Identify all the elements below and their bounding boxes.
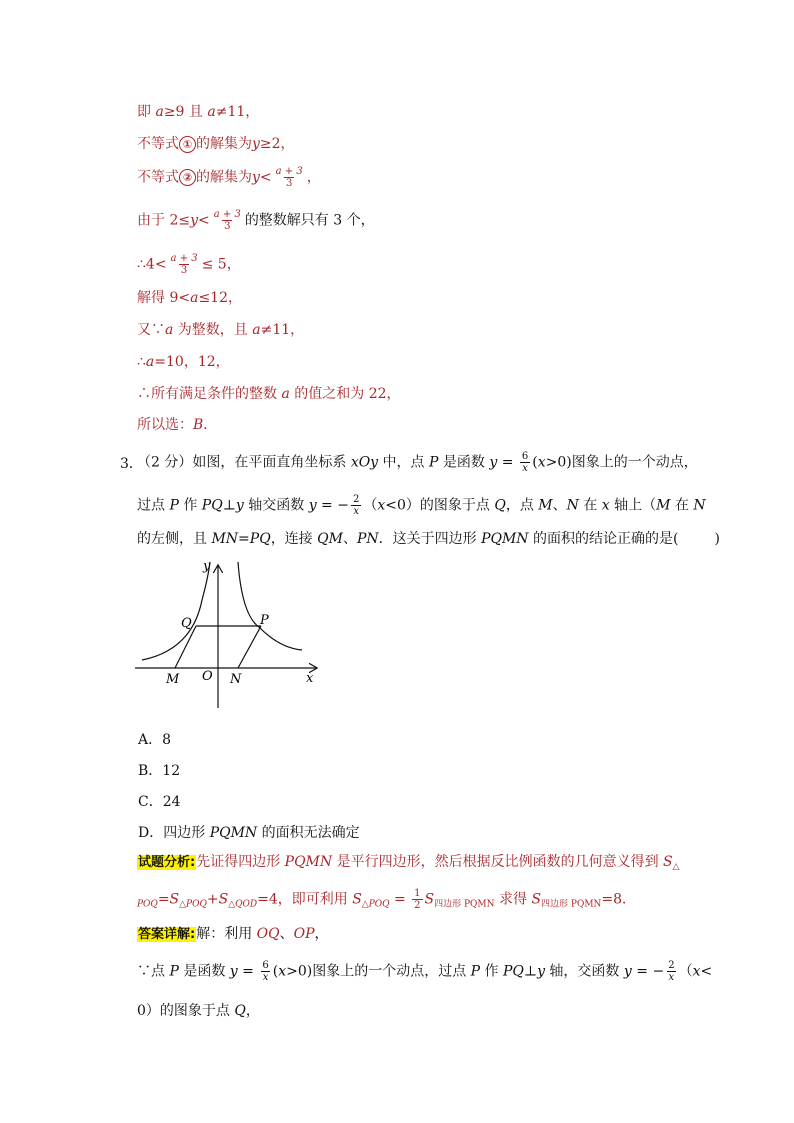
fraction: $\frac{2}{x}$	[668, 960, 675, 983]
solution-line-5: ∴4< $\frac{a + 3}{3}$ ≤ 5，	[137, 253, 241, 276]
analysis-line-1: 试题分析:先证得四边形 PQMN 是平行四边形，然后根据反比例函数的几何意义得到 $S_\triangle$	[138, 854, 680, 872]
segment-qm	[175, 626, 196, 668]
answer-line-2: ∵点 P 是函数 y = $\frac{6}{x}$ (x>0)图象上的一个动点，过点 P 作 PQ⊥y 轴，交函数 y = − $\frac{2}{x}$ （x<	[137, 960, 713, 983]
fraction: $\frac{a + 3}{3}$	[170, 253, 198, 276]
curve-left-branch	[142, 562, 210, 660]
fraction: $\frac{a + 3}{3}$	[213, 209, 241, 232]
fraction: $\frac{6}{x}$	[262, 960, 269, 983]
answer-line-3: 0）的图象于点 Q，	[137, 1003, 260, 1019]
coordinate-figure	[130, 556, 330, 716]
segment-pn	[238, 626, 261, 668]
solution-line-2: 不等式 ① 的解集为y≥2，	[137, 136, 295, 152]
question-line-1: （2 分）如图，在平面直角坐标系 xOy 中，点 P 是函数 y = $\frac{6}{x}$ (x>0)图象上的一个动点，	[137, 451, 698, 474]
label-n: N	[230, 672, 242, 687]
label-o: O	[202, 669, 213, 684]
fraction: $\frac{6}{x}$	[521, 451, 529, 474]
analysis-line-2: $_{POQ}=S_{\triangle POQ}+S_{\triangle QOD}=4$，即可利用 $S_{\triangle POQ}$ = $\frac{1}{2}$ $S_{四边形 PQMN}$ 求得 $S_{四边形 PQMN}=8$．	[137, 888, 637, 911]
option-b: B．12	[138, 763, 181, 779]
solution-line-3: 不等式 ② 的解集为y< $\frac{a + 3}{3}$ ，	[137, 166, 321, 189]
solution-line-4: 由于 2≤y< $\frac{a + 3}{3}$ 的整数解只有 3 个，	[137, 209, 375, 232]
solution-line-6: 解得 9<a≤12，	[137, 290, 242, 306]
analysis-tag: 试题分析:	[138, 855, 196, 870]
solution-line-1: 即 a≥9 且 a≠11，	[137, 104, 260, 120]
answer-line-1: 答案详解:解：利用 OQ、OP，	[138, 926, 329, 942]
question-line-3: 的左侧，且 MN=PQ，连接 QM、PN．这关于四边形 PQMN 的面积的结论正确的是( )	[137, 531, 720, 547]
label-p: P	[260, 613, 269, 628]
answer-tag: 答案详解:	[138, 927, 196, 942]
solution-line-7: 又∵a 为整数，且 a≠11，	[137, 322, 305, 338]
question-line-2: 过点 P 作 PQ⊥y 轴交函数 y = − $\frac{2}{x}$ （x<0）的图象于点 Q，点 M、N 在 x 轴上（M 在 N	[137, 494, 706, 517]
label-m: M	[166, 672, 180, 687]
label-y: y	[203, 559, 211, 574]
question-number: 3．	[120, 456, 143, 472]
fraction: $\frac{a + 3}{3}$	[275, 166, 303, 189]
option-d: D．四边形 PQMN 的面积无法确定	[138, 825, 360, 841]
label-x: x	[306, 671, 314, 686]
label-q: Q	[181, 616, 192, 631]
curve-right-branch	[238, 562, 302, 650]
circled-number-1: ①	[179, 136, 196, 153]
fraction: $\frac{1}{2}$	[414, 888, 421, 911]
solution-line-9: ∴所有满足条件的整数 a 的值之和为 22，	[137, 386, 401, 402]
solution-line-8: ∴a=10，12，	[137, 354, 230, 370]
fraction: $\frac{2}{x}$	[352, 494, 360, 517]
option-a: A．8	[138, 732, 172, 748]
circled-number-2: ②	[179, 169, 196, 186]
option-c: C．24	[138, 794, 181, 810]
solution-line-10: 所以选：B．	[137, 417, 218, 433]
